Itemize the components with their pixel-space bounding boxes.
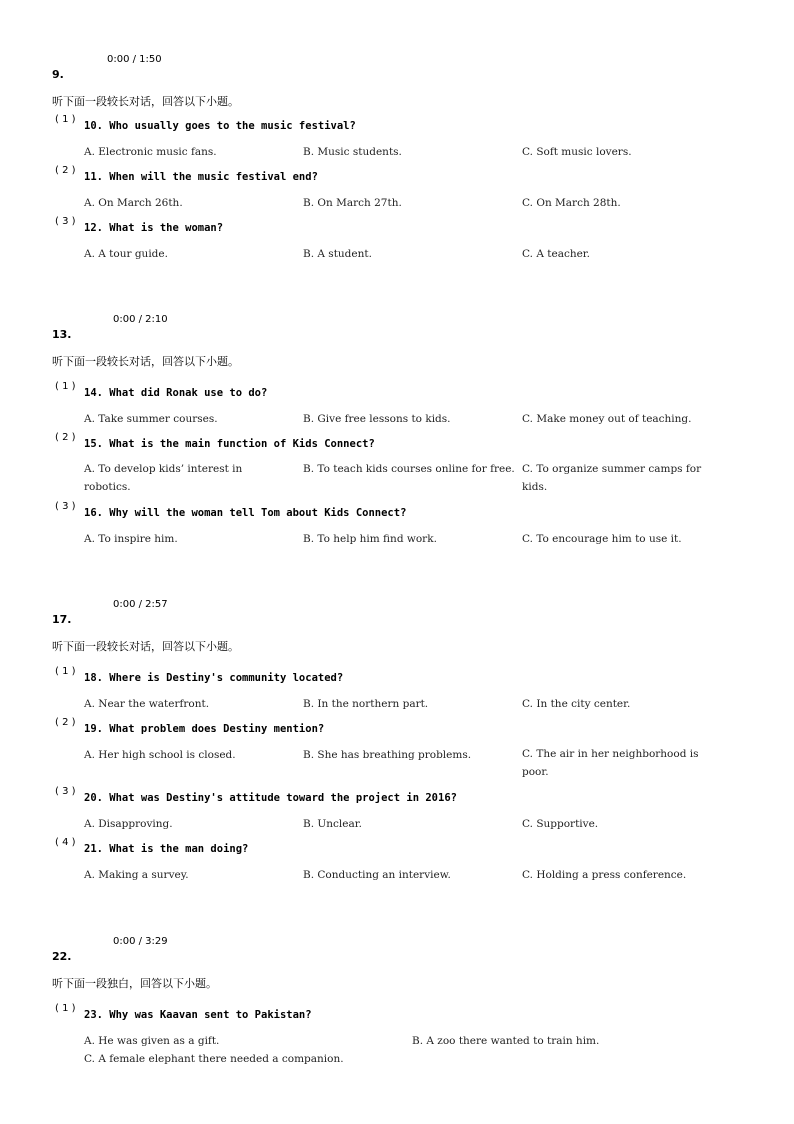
sub-question-label: ( 2 ) bbox=[55, 717, 76, 728]
question-group-number: 17. bbox=[52, 613, 72, 626]
option-b[interactable]: B. In the northern part. bbox=[303, 698, 429, 710]
option-a[interactable]: A. To inspire him. bbox=[84, 533, 178, 545]
sub-question-label: ( 1 ) bbox=[55, 1003, 76, 1014]
option-a[interactable]: A. Disapproving. bbox=[84, 818, 173, 830]
option-c[interactable]: C. To encourage him to use it. bbox=[522, 533, 682, 545]
option-c[interactable]: C. Supportive. bbox=[522, 818, 599, 830]
option-b[interactable]: B. On March 27th. bbox=[303, 197, 402, 209]
question-text: 16. Why will the woman tell Tom about Kids Connect? bbox=[84, 507, 407, 519]
option-a[interactable]: A. He was given as a gift. bbox=[84, 1035, 220, 1047]
option-b[interactable]: B. Unclear. bbox=[303, 818, 362, 830]
question-text: 19. What problem does Destiny mention? bbox=[84, 723, 325, 735]
option-c[interactable]: C. A teacher. bbox=[522, 248, 591, 260]
option-c[interactable]: C. To organize summer camps for kids. bbox=[522, 463, 702, 493]
option-a[interactable]: A. To develop kids’ interest in robotics. bbox=[84, 463, 243, 493]
question-group-number: 9. bbox=[52, 68, 64, 81]
option-c[interactable]: C. Make money out of teaching. bbox=[522, 413, 692, 425]
question-text: 15. What is the main function of Kids Connect? bbox=[84, 438, 375, 450]
sub-question-label: ( 2 ) bbox=[55, 432, 76, 443]
sub-question-label: ( 3 ) bbox=[55, 786, 76, 797]
option-a[interactable]: A. Making a survey. bbox=[84, 869, 189, 881]
question-group-number: 13. bbox=[52, 328, 72, 341]
sub-question-label: ( 1 ) bbox=[55, 114, 76, 125]
option-c[interactable]: C. A female elephant there needed a companion. bbox=[84, 1053, 344, 1065]
sub-question-label: ( 3 ) bbox=[55, 216, 76, 227]
sub-question-label: ( 2 ) bbox=[55, 165, 76, 176]
option-b[interactable]: B. To teach kids courses online for free. bbox=[303, 463, 515, 475]
option-c[interactable]: C. The air in her neighborhood is poor. bbox=[522, 748, 699, 778]
question-text: 18. Where is Destiny's community located? bbox=[84, 672, 344, 684]
option-b[interactable]: B. Conducting an interview. bbox=[303, 869, 451, 881]
question-group-number: 22. bbox=[52, 950, 72, 963]
sub-question-label: ( 1 ) bbox=[55, 381, 76, 392]
audio-timer[interactable]: 0:00 / 2:57 bbox=[113, 599, 168, 610]
sub-question-label: ( 4 ) bbox=[55, 837, 76, 848]
audio-timer[interactable]: 0:00 / 3:29 bbox=[113, 936, 168, 947]
option-a[interactable]: A. Electronic music fans. bbox=[84, 146, 217, 158]
option-c[interactable]: C. Soft music lovers. bbox=[522, 146, 632, 158]
option-a[interactable]: A. Near the waterfront. bbox=[84, 698, 210, 710]
option-c[interactable]: C. Holding a press conference. bbox=[522, 869, 687, 881]
sub-question-label: ( 3 ) bbox=[55, 501, 76, 512]
option-a[interactable]: A. A tour guide. bbox=[84, 248, 168, 260]
question-text: 10. Who usually goes to the music festival? bbox=[84, 120, 356, 132]
option-b[interactable]: B. Give free lessons to kids. bbox=[303, 413, 451, 425]
option-a[interactable]: A. Take summer courses. bbox=[84, 413, 218, 425]
question-text: 14. What did Ronak use to do? bbox=[84, 387, 268, 399]
option-b[interactable]: B. To help him find work. bbox=[303, 533, 437, 545]
option-b[interactable]: B. She has breathing problems. bbox=[303, 749, 472, 761]
instruction-text: 听下面一段较长对话，回答以下小题。 bbox=[52, 355, 239, 368]
instruction-text: 听下面一段较长对话，回答以下小题。 bbox=[52, 640, 239, 653]
question-text: 11. When will the music festival end? bbox=[84, 171, 318, 183]
question-text: 21. What is the man doing? bbox=[84, 843, 249, 855]
audio-timer[interactable]: 0:00 / 2:10 bbox=[113, 314, 168, 325]
option-a[interactable]: A. Her high school is closed. bbox=[84, 749, 236, 761]
question-text: 12. What is the woman? bbox=[84, 222, 224, 234]
option-b[interactable]: B. A zoo there wanted to train him. bbox=[412, 1035, 600, 1047]
option-b[interactable]: B. A student. bbox=[303, 248, 372, 260]
question-text: 23. Why was Kaavan sent to Pakistan? bbox=[84, 1009, 312, 1021]
sub-question-label: ( 1 ) bbox=[55, 666, 76, 677]
instruction-text: 听下面一段独白，回答以下小题。 bbox=[52, 977, 217, 990]
option-c[interactable]: C. In the city center. bbox=[522, 698, 631, 710]
question-text: 20. What was Destiny's attitude toward the project in 2016? bbox=[84, 792, 457, 804]
instruction-text: 听下面一段较长对话，回答以下小题。 bbox=[52, 95, 239, 108]
option-b[interactable]: B. Music students. bbox=[303, 146, 402, 158]
audio-timer[interactable]: 0:00 / 1:50 bbox=[107, 54, 162, 65]
option-c[interactable]: C. On March 28th. bbox=[522, 197, 621, 209]
option-a[interactable]: A. On March 26th. bbox=[84, 197, 183, 209]
